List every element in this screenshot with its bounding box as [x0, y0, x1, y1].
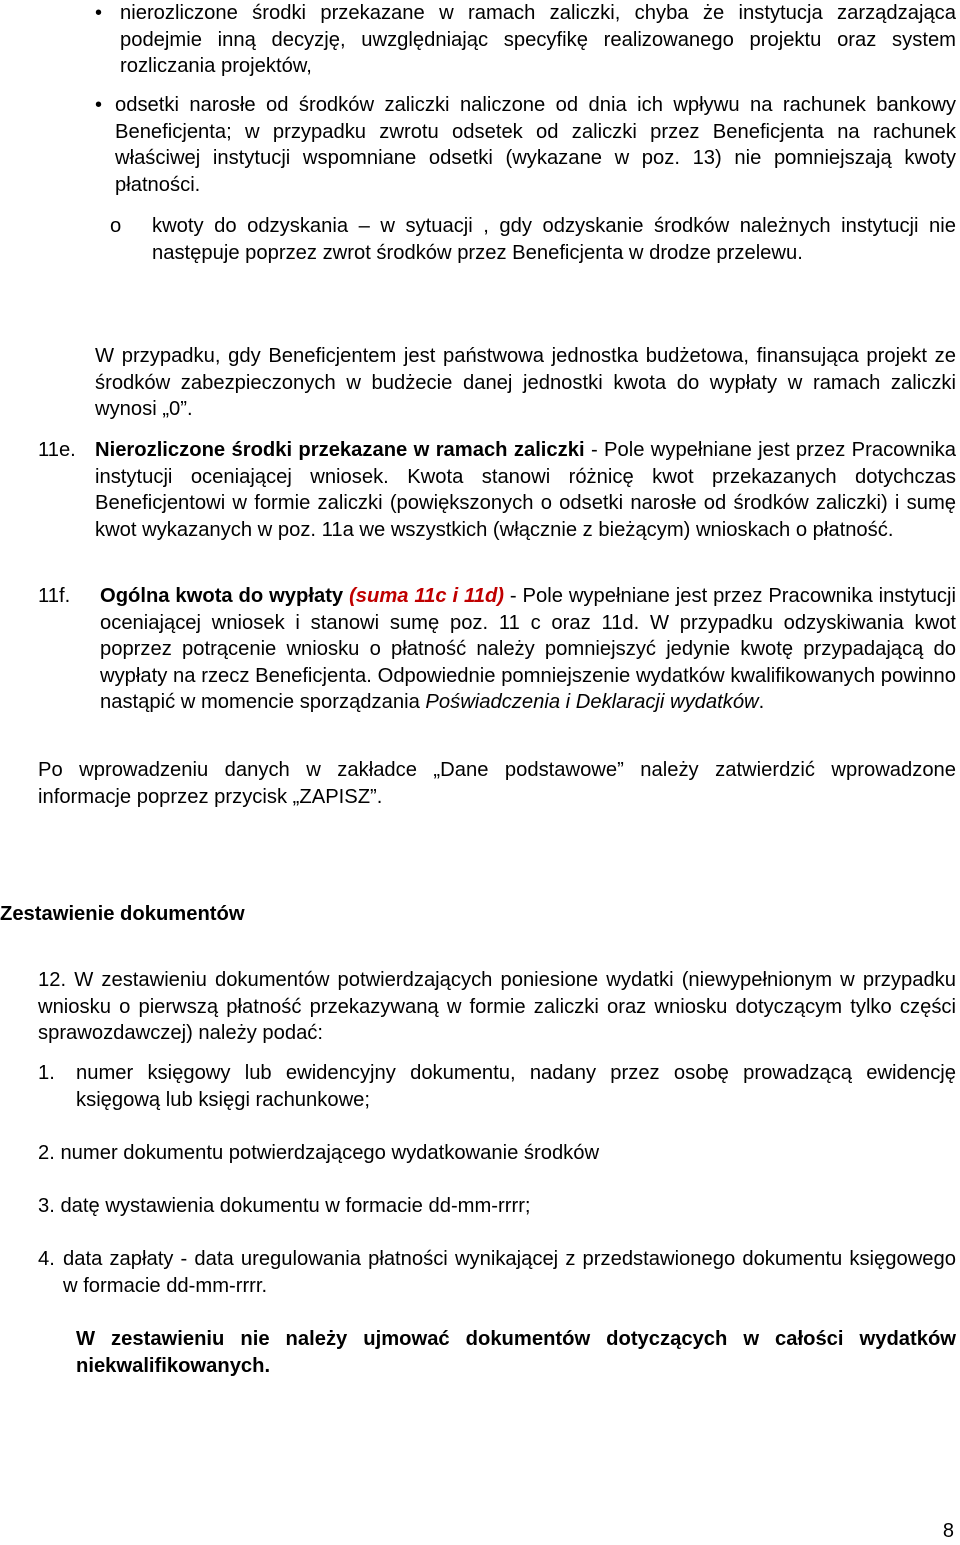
list-number: 4.	[38, 1248, 55, 1270]
bullet-icon: •	[95, 94, 103, 116]
item-text: W zestawieniu dokumentów potwierdzających poniesione wydatki (niewypełnionym w przypadku wniosku o pierwszą płatność przekazywaną w formie zaliczki oraz wniosku dotyczącym tylko części sprawozdawczej) należy podać:	[38, 969, 956, 1044]
list-item	[38, 1140, 956, 1167]
list-number: 2.	[38, 1142, 55, 1164]
item-formula: (suma 11c i 11d)	[349, 585, 505, 607]
section-heading: Zestawienie dokumentów	[0, 903, 245, 925]
final-note: W zestawieniu nie należy ujmować dokumentów dotyczących w całości wydatków niekwalifikowanych.	[76, 1328, 956, 1377]
list-text: numer dokumentu potwierdzającego wydatkowanie środków	[60, 1142, 600, 1164]
sub-bullet-item: kwoty do odzyskania – w sytuacji , gdy odzyskanie środków należnych instytucji nie następuje poprzez zwrot środków przez Beneficjenta w drodze przelewu.	[152, 215, 956, 264]
list-number: 3.	[38, 1195, 55, 1217]
list-number: 1.	[38, 1062, 55, 1084]
list-item: numer księgowy lub ewidencyjny dokumentu, nadany przez osobę prowadzącą ewidencję księgową lub księgi rachunkowe;	[76, 1062, 956, 1111]
item-11f	[100, 583, 956, 716]
item-12	[38, 967, 956, 1047]
item-title: Nierozliczone środki przekazane w ramach zaliczki	[95, 439, 585, 461]
circle-bullet-icon: o	[110, 215, 122, 237]
list-item	[38, 1193, 956, 1220]
list-item: data zapłaty - data uregulowania płatności wynikającej z przedstawionego dokumentu księgowego w formacie dd-mm-rrrr.	[63, 1248, 956, 1297]
save-instruction: Po wprowadzeniu danych w zakładce „Dane podstawowe” należy zatwierdzić wprowadzone informacje poprzez przycisk „ZAPISZ”.	[38, 759, 956, 808]
paragraph-state-unit: W przypadku, gdy Beneficjentem jest państwowa jednostka budżetowa, finansująca projekt ze środków zabezpieczonych w budżecie danej jednostki kwota do wypłaty w ramach zaliczki wynosi „0”.	[95, 345, 956, 420]
item-title: Ogólna kwota do wypłaty	[100, 585, 344, 607]
page-number: 8	[942, 1520, 954, 1542]
item-11e	[95, 437, 956, 543]
bullet-item: odsetki narosłe od środków zaliczki naliczone od dnia ich wpływu na rachunek bankowy Beneficjenta; w przypadku zwrotu odsetek od zaliczki przez Beneficjenta na rachunek właściwej instytucji wspomniane odsetki (wykazane w poz. 13) nie pomniejszają kwoty płatności.	[115, 94, 956, 196]
item-text: - Pole wypełniane jest przez Pracownika instytucji oceniającej wniosek i stanowi sumę poz. 11 c oraz 11d. W przypadku odzyskiwania kwot poprzez potrącenie wniosku o płatność należy pomniejszyć jedynie kwotę przypadającą do wypłaty na rzecz Beneficjenta. Odpowiednie pomniejszenie wydatków kwalifikowanych powinno nastąpić w momencie sporządzania	[100, 585, 957, 713]
item-text-end: .	[758, 691, 765, 713]
item-number: 11f.	[38, 585, 71, 607]
item-text: - Pole wypełniane jest przez Pracownika instytucji oceniającej wniosek. Kwota stanowi różnicę kwot przekazanych dotychczas Beneficjentowi w formie zaliczki (powiększonych o odsetki narosłe od środków zaliczki) i sumę kwot wykazanych w poz. 11a we wszystkich (włącznie z bieżącym) wnioskach o płatność.	[95, 439, 957, 541]
item-number: 11e.	[38, 439, 76, 461]
item-number: 12.	[38, 969, 67, 991]
document-name: Poświadczenia i Deklaracji wydatków	[425, 691, 759, 713]
list-text: datę wystawienia dokumentu w formacie dd-mm-rrrr;	[60, 1195, 531, 1217]
bullet-icon: •	[95, 2, 103, 24]
bullet-item: nierozliczone środki przekazane w ramach zaliczki, chyba że instytucja zarządzająca podejmie inną decyzję, uwzględniając specyfikę realizowanego projektu oraz system rozliczania projektów,	[120, 2, 956, 77]
